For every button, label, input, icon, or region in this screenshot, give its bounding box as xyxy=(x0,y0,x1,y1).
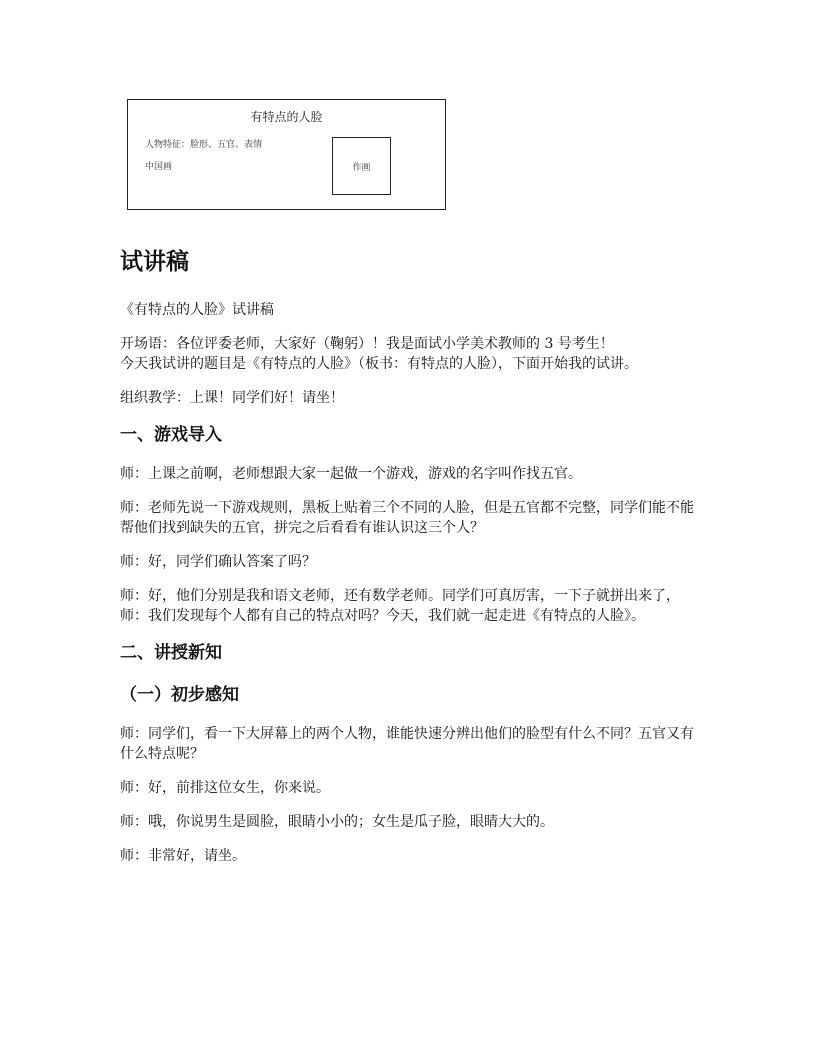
lecture-subtitle: 《有特点的人脸》试讲稿 xyxy=(120,302,274,318)
paragraph: 师：同学们，看一下大屏幕上的两个人物，谁能快速分辨出他们的脸型有什么不同？五官又有什么特点呢？ xyxy=(120,726,694,762)
section-heading-new-knowledge: 二、讲授新知 xyxy=(120,643,222,663)
paragraph: 师：老师先说一下游戏规则，黑板上贴着三个不同的人脸，但是五官都不完整，同学们能不能帮他们找到缺失的五官，拼完之后看看有谁认识这三个人？ xyxy=(120,500,694,536)
paragraph: 师：非常好，请坐。 xyxy=(120,848,246,864)
organize-paragraph: 组织教学：上课！同学们好！请坐！ xyxy=(120,390,344,406)
document-body xyxy=(120,246,700,880)
opening-line-2: 今天我试讲的题目是《有特点的人脸》（板书：有特点的人脸），下面开始我的试讲。 xyxy=(120,356,638,372)
blackboard-layout-figure xyxy=(127,99,446,210)
paragraph: 师：好，前排这位女生，你来说。 xyxy=(120,780,330,796)
board-line-features: 人物特征：脸形、五官、表情 xyxy=(145,140,263,150)
board-title: 有特点的人脸 xyxy=(250,110,323,124)
paragraph: 师：好，他们分别是我和语文老师，还有数学老师。同学们可真厉害，一下子就拼出来了，师：我们发现每个人都有自己的特点对吗？今天，我们就一起走进《有特点的人脸》。 xyxy=(120,588,680,624)
paragraph: 师：好，同学们确认答案了吗？ xyxy=(120,554,316,570)
opening-line-1: 开场语：各位评委老师，大家好（鞠躬）！我是面试小学美术教师的 3 号考生！ xyxy=(120,336,614,352)
paragraph: 师：哦，你说男生是圆脸，眼睛小小的；女生是瓜子脸，眼睛大大的。 xyxy=(120,814,554,830)
subsection-heading-perception: （一）初步感知 xyxy=(120,685,239,705)
section-heading-game-intro: 一、游戏导入 xyxy=(120,425,222,445)
opening-paragraph xyxy=(120,334,700,374)
board-line-style: 中国画 xyxy=(145,162,173,172)
board-artwork-box: 作画 xyxy=(332,137,391,195)
document-heading: 试讲稿 xyxy=(120,248,189,275)
paragraph: 师：上课之前啊，老师想跟大家一起做一个游戏，游戏的名字叫作找五官。 xyxy=(120,466,582,482)
